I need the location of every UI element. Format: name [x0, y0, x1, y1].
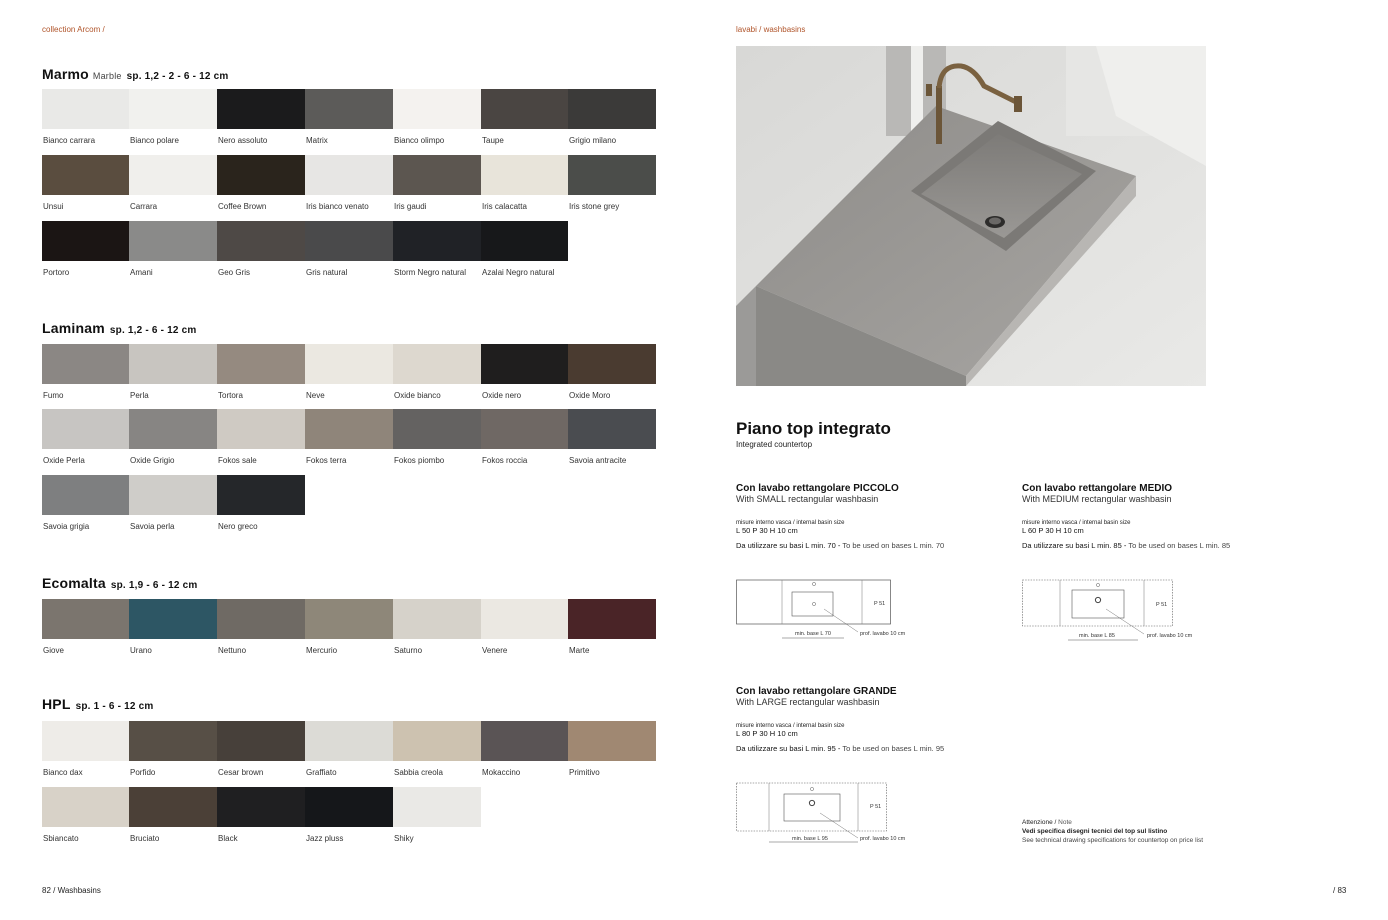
material-swatch: [42, 599, 129, 639]
material-swatch: [129, 155, 217, 195]
material-label: Azalai Negro natural: [482, 268, 555, 277]
material-swatch: [481, 599, 568, 639]
material-label: Fokos piombo: [394, 456, 445, 465]
material-label: Fumo: [43, 391, 64, 400]
base-usage-en: To be used on bases L min. 85: [1128, 541, 1231, 550]
material-label: Mercurio: [306, 646, 338, 655]
material-swatch: [305, 221, 393, 261]
basin-dims: L 60 P 30 H 10 cm: [1022, 526, 1084, 535]
basin-size-label-it: misure interno vasca /: [1022, 520, 1081, 526]
material-label: Amani: [130, 268, 153, 277]
material-label: Taupe: [482, 136, 504, 145]
material-label: Perla: [130, 391, 149, 400]
material-label: Iris bianco venato: [306, 202, 369, 211]
material-label: Mokaccino: [482, 768, 521, 777]
section-thickness: sp. 1 - 6 - 12 cm: [75, 701, 154, 712]
material-label: Primitivo: [569, 768, 600, 777]
material-swatch: [568, 409, 656, 449]
material-label: Oxide Grigio: [130, 456, 175, 465]
note-block: [1022, 818, 1282, 845]
material-label: Black: [218, 834, 238, 843]
material-swatch: [217, 475, 305, 515]
breadcrumb-right: lavabi / washbasins: [736, 25, 806, 34]
material-label: Bruciato: [130, 834, 160, 843]
material-swatch: [568, 344, 656, 384]
material-swatch: [305, 599, 393, 639]
note-heading: [1022, 818, 1282, 827]
material-swatch: [42, 221, 129, 261]
material-swatch: [129, 221, 217, 261]
section-name: Ecomalta: [42, 575, 106, 591]
drawing-depth-label: prof. lavabo 10 cm: [860, 631, 906, 637]
drawing-base-label: min. base L 95: [792, 836, 828, 842]
material-swatch: [481, 89, 568, 129]
material-swatch: [129, 721, 217, 761]
footer-right: / 83: [1333, 886, 1347, 895]
material-label: Bianco polare: [130, 136, 179, 145]
note-heading-it: Attenzione /: [1022, 819, 1057, 826]
material-swatch: [481, 409, 568, 449]
material-swatch: [481, 344, 568, 384]
material-swatch: [217, 599, 305, 639]
material-label: Saturno: [394, 646, 423, 655]
material-swatch: [42, 89, 129, 129]
material-label: Fokos terra: [306, 456, 347, 465]
option-medio: [1022, 483, 1322, 550]
material-swatch: [129, 409, 217, 449]
section-thickness: sp. 1,2 - 6 - 12 cm: [109, 325, 197, 336]
material-label: Bianco dax: [43, 768, 83, 777]
option-title: Con lavabo rettangolare PICCOLO: [736, 483, 899, 494]
material-label: Coffee Brown: [218, 202, 267, 211]
material-label: Carrara: [130, 202, 158, 211]
basin-size-label-it: misure interno vasca /: [736, 520, 795, 526]
material-label: Geo Gris: [218, 268, 251, 277]
material-label: Graffiato: [306, 768, 337, 777]
material-swatch: [217, 344, 305, 384]
section-title-laminam: [42, 320, 197, 336]
base-usage-it: Da utilizzare su basi L min. 70 -: [736, 541, 841, 550]
material-swatch: [42, 344, 129, 384]
base-usage: [1022, 541, 1322, 550]
base-usage: [736, 541, 1016, 550]
material-label: Nero greco: [218, 522, 258, 531]
option-subtitle: With LARGE rectangular washbasin: [736, 697, 880, 707]
section-name: Laminam: [42, 320, 105, 336]
drawing-base-label: min. base L 85: [1079, 633, 1115, 639]
material-swatch: [217, 155, 305, 195]
drawing-p-label: P 51: [874, 601, 886, 607]
material-swatch: [393, 221, 481, 261]
material-swatch: [305, 344, 393, 384]
material-swatch: [305, 787, 393, 827]
section-thickness: sp. 1,2 - 2 - 6 - 12 cm: [126, 71, 229, 82]
material-label: Bianco olimpo: [394, 136, 445, 145]
material-label: Savoia perla: [130, 522, 175, 531]
material-swatch: [305, 409, 393, 449]
drawing-p-label: P 51: [870, 804, 882, 810]
material-label: Marte: [569, 646, 590, 655]
material-swatch: [393, 409, 481, 449]
note-line-it: Vedi specifica disegni tecnici del top sul listino: [1022, 828, 1168, 835]
material-swatch: [217, 89, 305, 129]
drawing-depth-label: prof. lavabo 10 cm: [1147, 633, 1193, 639]
material-label: Fokos roccia: [482, 456, 528, 465]
material-label: Grigio milano: [569, 136, 617, 145]
material-swatch: [42, 409, 129, 449]
material-label: Oxide bianco: [394, 391, 441, 400]
material-label: Cesar brown: [218, 768, 264, 777]
option-grande: [736, 686, 1016, 753]
material-swatch: [393, 787, 481, 827]
note-line-en: See technical drawing specifications for countertop on price list: [1022, 837, 1204, 844]
material-swatch: [217, 221, 305, 261]
material-label: Savoia grigia: [43, 522, 90, 531]
material-swatch: [305, 721, 393, 761]
material-swatch: [393, 155, 481, 195]
base-usage-en: To be used on bases L min. 95: [842, 744, 945, 753]
basin-size-label-en: internal basin size: [796, 520, 845, 526]
material-swatch: [568, 89, 656, 129]
material-swatch: [393, 599, 481, 639]
material-label: Portoro: [43, 268, 70, 277]
option-subtitle: With MEDIUM rectangular washbasin: [1022, 494, 1172, 504]
basin-dims: L 80 P 30 H 10 cm: [736, 729, 798, 738]
material-label: Iris gaudi: [394, 202, 427, 211]
technical-drawing-grande: [736, 780, 921, 848]
material-swatch: [42, 475, 129, 515]
material-swatch: [217, 409, 305, 449]
material-label: Gris natural: [306, 268, 348, 277]
material-label: Nero assoluto: [218, 136, 268, 145]
section-name: HPL: [42, 696, 71, 712]
material-swatch: [129, 599, 217, 639]
material-label: Venere: [482, 646, 508, 655]
material-swatch: [129, 344, 217, 384]
section-title-hpl: [42, 696, 154, 712]
base-usage: [736, 744, 1016, 753]
page-subtitle: Integrated countertop: [736, 440, 813, 449]
material-swatch: [42, 787, 129, 827]
product-photo: [736, 46, 1206, 386]
material-swatch: [305, 155, 393, 195]
section-title-marmo: [42, 66, 229, 82]
material-swatch: [568, 155, 656, 195]
material-swatch: [568, 599, 656, 639]
technical-drawing-medio: [1022, 577, 1207, 643]
material-label: Urano: [130, 646, 152, 655]
footer-left: 82 / Washbasins: [42, 886, 101, 895]
material-swatch: [42, 155, 129, 195]
basin-size-label-en: internal basin size: [796, 723, 845, 729]
base-usage-it: Da utilizzare su basi L min. 85 -: [1022, 541, 1127, 550]
material-label: Matrix: [306, 136, 328, 145]
material-swatch: [481, 221, 568, 261]
option-title: Con lavabo rettangolare GRANDE: [736, 686, 897, 697]
material-swatch: [393, 721, 481, 761]
option-piccolo: [736, 483, 1016, 550]
section-thickness: sp. 1,9 - 6 - 12 cm: [110, 580, 198, 591]
section-name: Marmo: [42, 66, 89, 82]
material-label: Giove: [43, 646, 64, 655]
drawing-depth-label: prof. lavabo 10 cm: [860, 836, 906, 842]
drawing-p-label: P 51: [1156, 602, 1168, 608]
material-label: Oxide Perla: [43, 456, 85, 465]
material-label: Savoia antracite: [569, 456, 627, 465]
material-swatch: [481, 155, 568, 195]
option-subtitle: With SMALL rectangular washbasin: [736, 494, 879, 504]
material-label: Shiky: [394, 834, 414, 843]
material-label: Unsui: [43, 202, 64, 211]
option-title: Con lavabo rettangolare MEDIO: [1022, 483, 1173, 494]
page-title: Piano top integrato: [736, 419, 891, 438]
material-label: Oxide nero: [482, 391, 522, 400]
material-label: Nettuno: [218, 646, 247, 655]
material-swatch: [42, 721, 129, 761]
breadcrumb-left: collection Arcom /: [42, 25, 105, 34]
material-swatch: [393, 89, 481, 129]
material-swatch: [568, 721, 656, 761]
material-swatch: [129, 475, 217, 515]
material-label: Oxide Moro: [569, 391, 611, 400]
material-label: Sabbia creola: [394, 768, 443, 777]
note-heading-en: Note: [1058, 819, 1072, 826]
material-label: Sbiancato: [43, 834, 79, 843]
material-label: Iris calacatta: [482, 202, 527, 211]
material-label: Iris stone grey: [569, 202, 620, 211]
material-swatch: [393, 344, 481, 384]
material-label: Jazz pluss: [306, 834, 344, 843]
material-swatch: [129, 89, 217, 129]
material-swatch: [217, 721, 305, 761]
material-swatch: [481, 721, 568, 761]
basin-dims: L 50 P 30 H 10 cm: [736, 526, 798, 535]
basin-size-label-it: misure interno vasca /: [736, 723, 795, 729]
material-swatch: [129, 787, 217, 827]
basin-size-label-en: internal basin size: [1082, 520, 1131, 526]
section-title-ecomalta: [42, 575, 197, 591]
section-subtitle: Marble: [92, 71, 122, 81]
drawing-base-label: min. base L 70: [795, 631, 831, 637]
material-label: Fokos sale: [218, 456, 257, 465]
material-label: Porfido: [130, 768, 156, 777]
material-label: Storm Negro natural: [394, 268, 467, 277]
material-label: Neve: [306, 391, 325, 400]
material-swatch: [217, 787, 305, 827]
material-label: Bianco carrara: [43, 136, 96, 145]
technical-drawing-piccolo: [736, 576, 916, 642]
base-usage-en: To be used on bases L min. 70: [842, 541, 945, 550]
material-label: Tortora: [218, 391, 243, 400]
material-swatch: [305, 89, 393, 129]
base-usage-it: Da utilizzare su basi L min. 95 -: [736, 744, 841, 753]
